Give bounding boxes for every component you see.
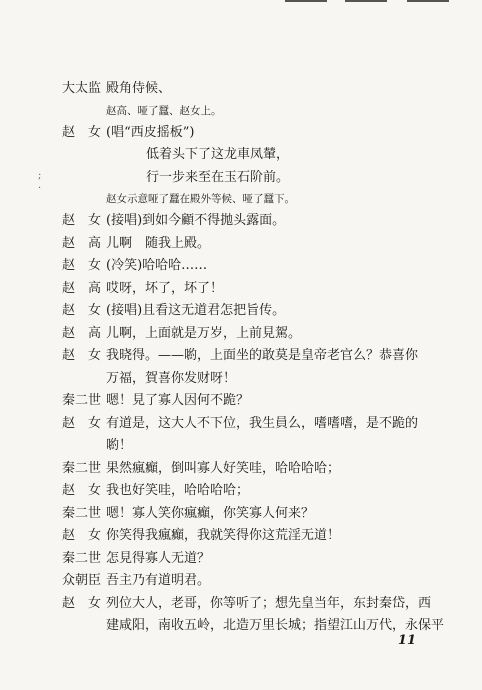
stage-direction: 赵女示意哑了蠶在殿外等候、哑了蠶下。 — [106, 193, 295, 205]
dialog-text: 殿角侍候、 — [106, 81, 172, 96]
dialog-line — [62, 525, 434, 548]
dialog-line — [62, 503, 434, 526]
speaker-name: 赵 女 — [62, 303, 102, 318]
speaker-name: 赵 高 — [62, 280, 102, 296]
dialog-text: (接唱)到如今顧不得拋头露面。 — [106, 213, 286, 228]
speaker-name: 赵 女 — [62, 483, 102, 498]
dialog-line — [62, 255, 434, 278]
dialog-text: 有道是，这大人不下位，我生員么，嗜嗜嗜，是不跪的 — [106, 415, 419, 431]
speaker-name: 大太监 — [62, 81, 102, 96]
speaker-name: 赵 女 — [62, 124, 102, 140]
dialog-text: 儿啊，上面就是万岁，上前見駕。 — [106, 325, 302, 341]
dialog-line — [62, 390, 434, 413]
page-number: 11 — [397, 633, 416, 648]
dialog-line — [62, 122, 434, 145]
dialog-line — [62, 210, 434, 233]
speaker-name: 秦二世 — [62, 550, 102, 566]
header-rule — [407, 0, 449, 2]
header-rules — [285, 0, 455, 3]
speaker-name: 秦二世 — [62, 393, 102, 408]
speaker-name: 赵 高 — [62, 325, 102, 341]
dialog-text: (冷笑)哈哈哈…… — [106, 258, 208, 273]
dialog-text: 列位大人，老哥，你等听了；想先皇当年，东封秦岱，西 — [106, 595, 432, 611]
dialog-line — [62, 413, 434, 436]
dialog-text: 果然瘋癲，倒叫寡人好笑哇，哈哈哈哈； — [106, 460, 341, 476]
speaker-name: 秦二世 — [62, 460, 102, 476]
dialog-text: 嗯！寡人笑你瘋癲，你笑寡人何来？ — [106, 505, 315, 521]
header-rule — [285, 0, 327, 2]
dialog-text: 儿啊 随我上殿。 — [106, 235, 211, 251]
dialog-text: 嗯！見了寡人因何不跪？ — [106, 393, 250, 408]
dialog-text: 怎見得寡人无道？ — [106, 550, 211, 566]
header-rule — [345, 0, 387, 2]
speaker-name: 赵 女 — [62, 258, 102, 273]
speaker-name: 赵 女 — [62, 528, 102, 543]
continued-line: 万福，賀喜你发财呀！ — [106, 370, 237, 386]
continued-line: 喲！ — [106, 438, 133, 453]
dialog-text: 我晓得。——喲，上面坐的敢莫是皇帝老官么？恭喜你 — [106, 348, 419, 363]
dialog-line — [62, 323, 434, 346]
dialog-line — [62, 570, 434, 593]
speaker-name: 赵 女 — [62, 348, 102, 363]
margin-mark: ; — [38, 170, 42, 181]
dialog-line — [62, 300, 434, 323]
speaker-name: 赵 高 — [62, 235, 102, 251]
dialog-line — [62, 278, 434, 301]
dialog-line — [62, 480, 434, 503]
dialog-line — [62, 548, 434, 571]
speaker-name: 赵 女 — [62, 213, 102, 228]
speaker-name: 秦二世 — [62, 505, 102, 521]
verse-line: 行一步来至在玉石阶前。 — [146, 169, 290, 185]
stage-direction: 赵高、哑了蠶、赵女上。 — [106, 104, 222, 117]
dialog-line — [62, 345, 434, 368]
script-text — [62, 78, 445, 638]
continued-line: 建咸阳，南收五岭，北造万里长城；指望江山万代，永保平 — [106, 618, 445, 633]
dialog-text: 你笑得我瘋癲，我就笑得你这荒淫无道！ — [106, 528, 341, 543]
dialog-text: 哎呀，坏了，坏了！ — [106, 280, 224, 296]
dialog-line — [62, 593, 434, 616]
dialog-text: (唱“西皮摇板”) — [106, 124, 195, 140]
dialog-text: (接唱)且看这无道君怎把旨传。 — [106, 303, 286, 318]
dialog-text: 我也好笑哇，哈哈哈哈； — [106, 483, 250, 498]
dialog-line — [62, 233, 434, 256]
dialog-text: 吾主乃有道明君。 — [106, 573, 211, 588]
speaker-name: 赵 女 — [62, 415, 102, 431]
margin-mark: · — [38, 183, 42, 194]
verse-line: 低着头下了这龙車凤輦， — [146, 147, 290, 162]
dialog-line — [62, 78, 434, 101]
speaker-name: 赵 女 — [62, 595, 102, 611]
speaker-name: 众朝臣 — [62, 573, 102, 588]
dialog-line — [62, 458, 434, 481]
